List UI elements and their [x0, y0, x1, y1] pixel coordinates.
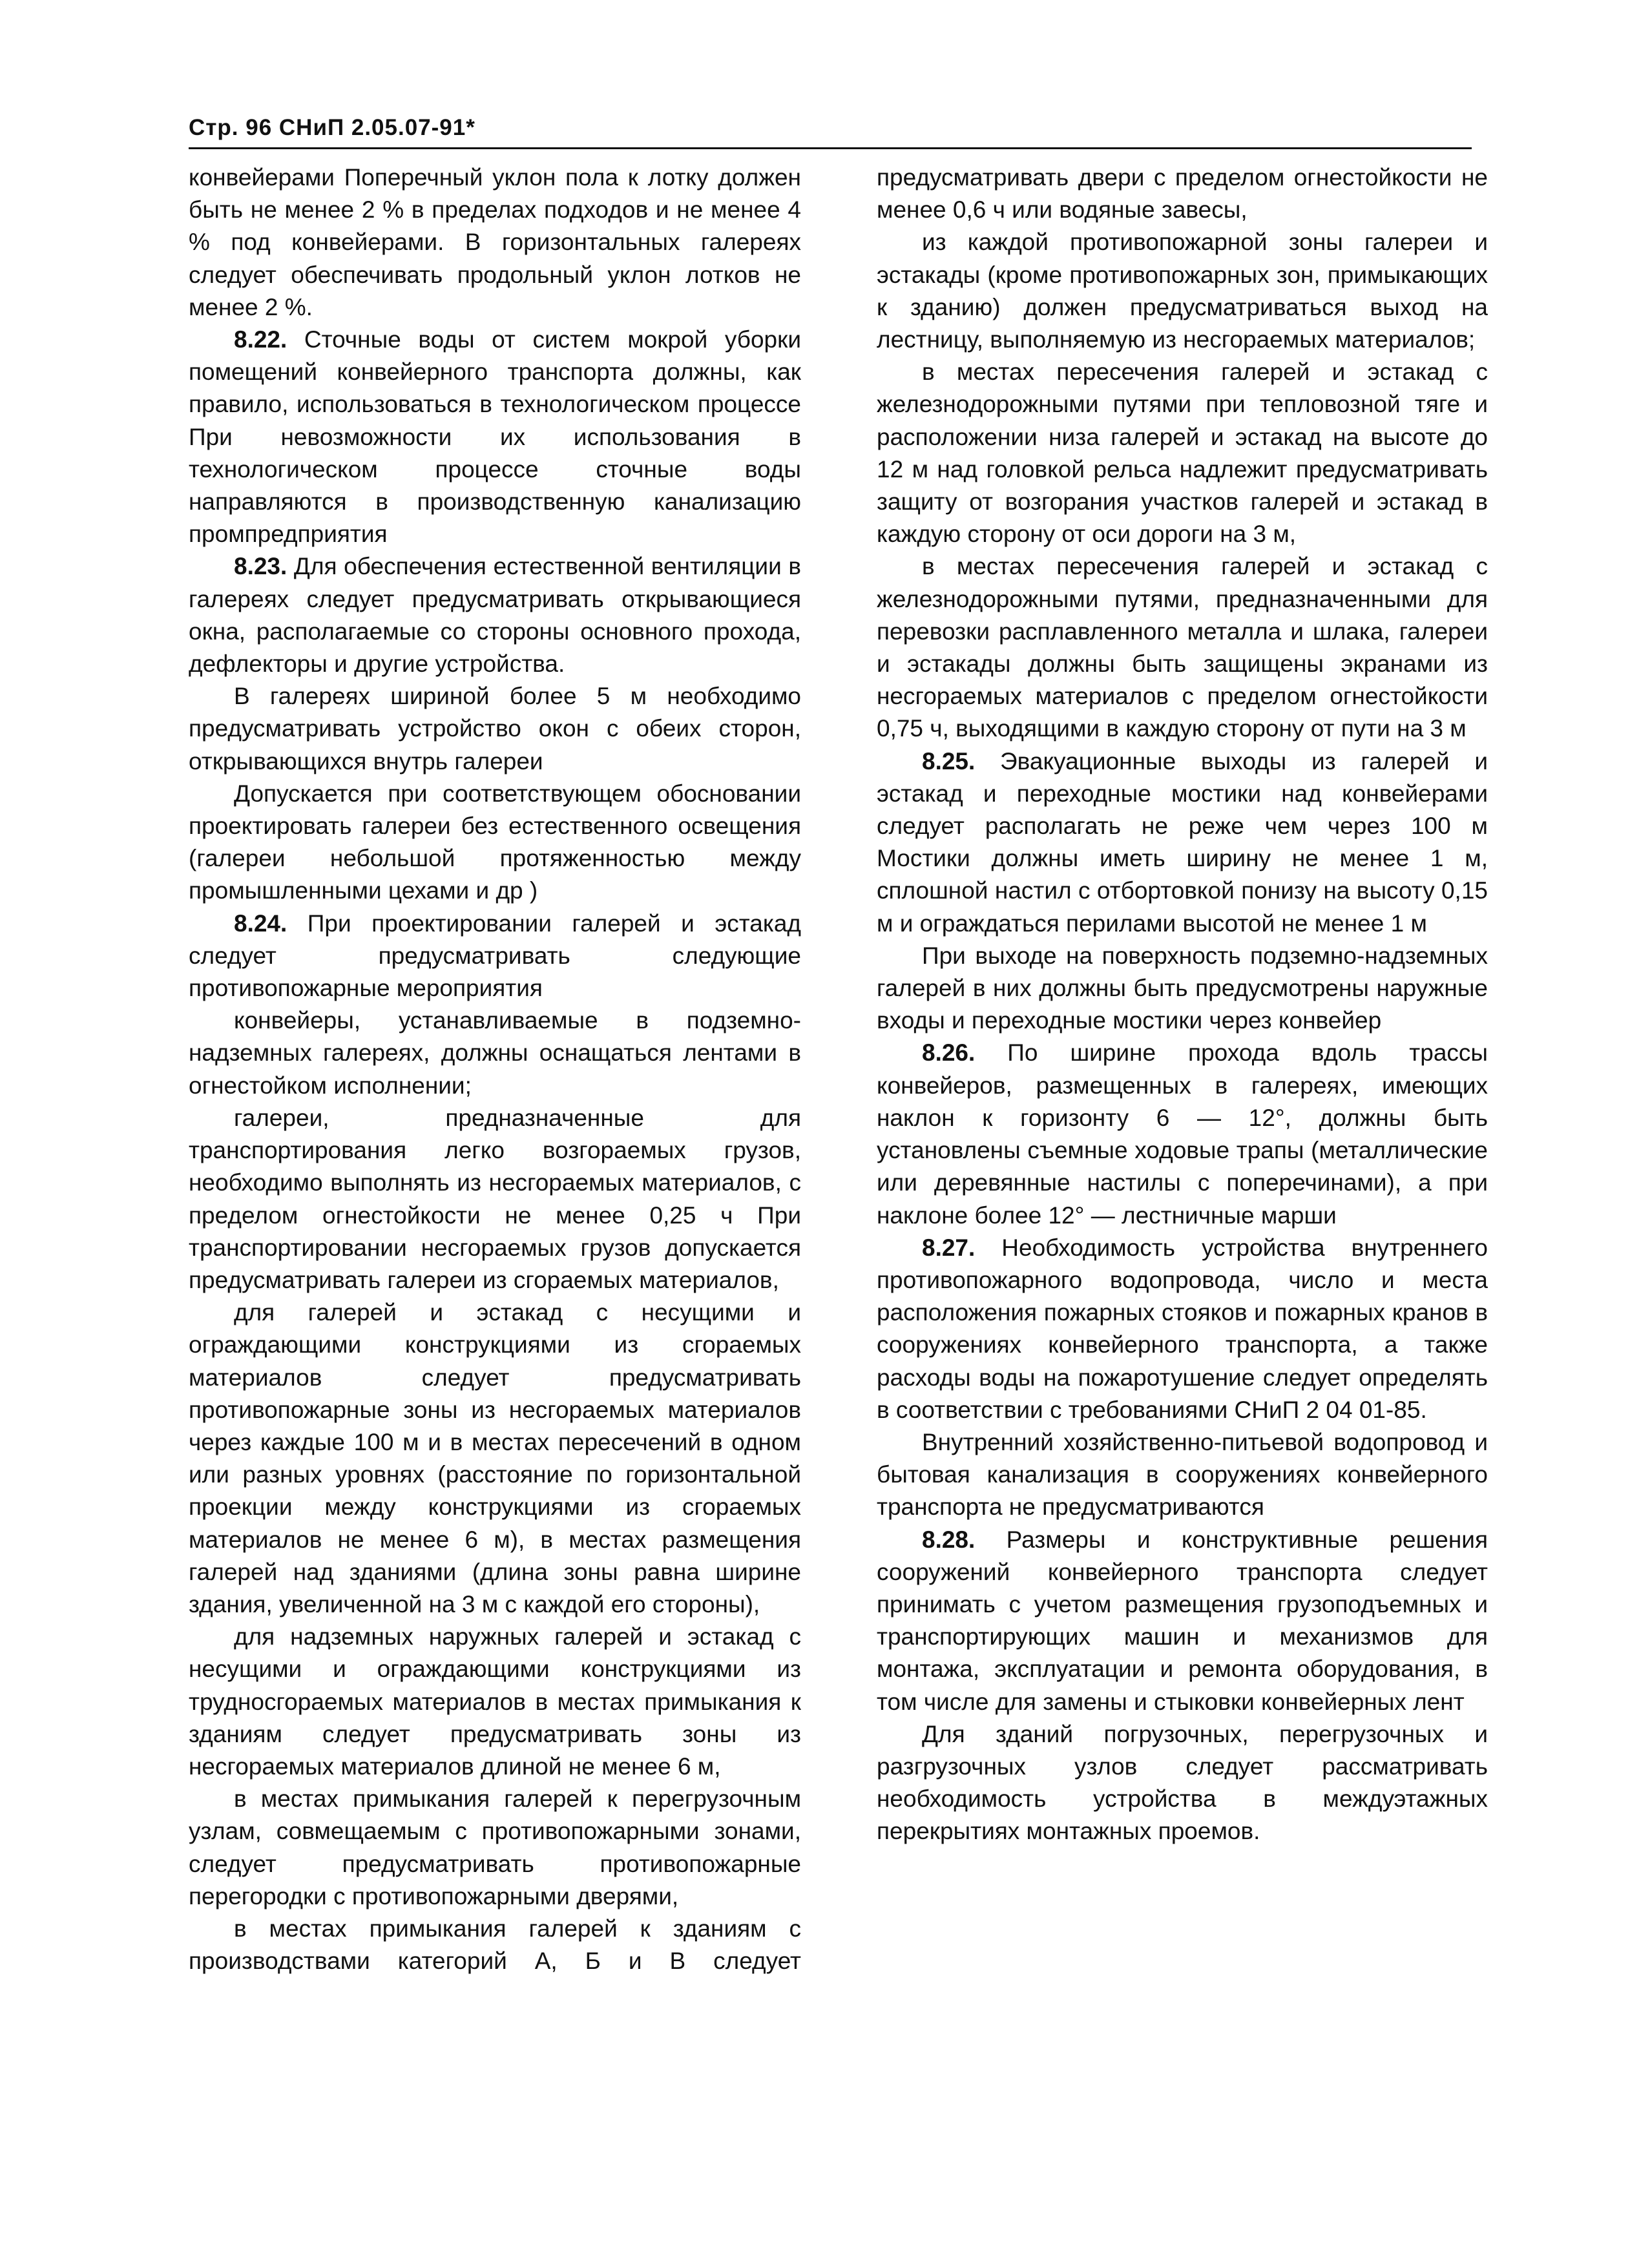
clause-text: Для обеспечения естественной вентиляции в галереях следует предусматривать открывающиеся окна, располагаемые со стороны основного прохода, дефлекторы и другие устройства.: [189, 553, 801, 678]
paragraph-text: в местах примыкания галерей к перегрузочным узлам, совмещаемым с противопожарными зонами, следует предусматривать противопожарные перегородки с противопожарными дверями,: [189, 1785, 801, 1909]
paragraph-text: галереи, предназначенные для транспортирования легко возгораемых грузов, необходимо выполнять из несгораемых материалов, с пределом огнестойкости не менее 0,25 ч При транспортировании несгораемых грузов допускается предусматривать галереи из сгораемых материалов,: [189, 1104, 801, 1293]
clause-text: Сточные воды от систем мокрой уборки помещений конвейерного транспорта должны, как правило, использоваться в технологическом процессе При невозможности их использования в технологическом процессе сточные воды направляются в производственную канализацию промпредприятия: [189, 326, 801, 548]
clause-8-26: [877, 1037, 1488, 1231]
clause-text: При проектировании галерей и эстакад следует предусматривать следующие противопожарные мероприятия: [189, 910, 801, 1002]
list-item: [877, 226, 1488, 356]
clause-number: 8.28.: [922, 1526, 976, 1553]
running-head: Стр. 96 СНиП 2.05.07-91*: [189, 115, 475, 140]
clause-text: По ширине прохода вдоль трассы конвейеров, размещенных в галереях, имеющих наклон к горизонту 6 — 12°, должны быть установлены съемные ходовые трапы (металлические или деревянные настилы с поперечинами), а при наклоне более 12° — лестничные марши: [877, 1039, 1488, 1229]
paragraph: [189, 161, 801, 324]
paragraph-text: Внутренний хозяйственно-питьевой водопровод и бытовая канализация в сооружениях конвейерного транспорта не предусматриваются: [877, 1428, 1488, 1521]
paragraph-text: для надземных наружных галерей и эстакад с несущими и ограждающими конструкциями из трудносгораемых материалов в местах примыкания к зданиям следует предусматривать зоны из несгораемых материалов длиной не менее 6 м,: [189, 1623, 801, 1780]
list-item: [877, 356, 1488, 550]
right-column: [877, 161, 1488, 1848]
list-item: [189, 1783, 801, 1913]
clause-number: 8.27.: [922, 1234, 976, 1261]
paragraph: [877, 161, 1488, 226]
paragraph-text: для галерей и эстакад с несущими и ограждающими конструкциями из сгораемых материалов следует предусматривать противопожарные зоны из несгораемых материалов через каждые 100 м и в местах пересечений в одном или разных уровнях (расстояние по горизонтальной проекции между конструкциями из сгораемых материалов не менее 6 м), в местах размещения галерей над зданиями (длина зоны равна ширине здания, увеличенной на 3 м с каждой его стороны),: [189, 1299, 801, 1618]
left-column: [189, 161, 801, 1977]
clause-text: Эвакуационные выходы из галерей и эстакад и переходные мостики над конвейерами следует располагать не реже чем через 100 м Мостики должны иметь ширину не менее 1 м, сплошной настил с отбортовкой понизу на высоту 0,15 м и ограждаться перилами высотой не менее 1 м: [877, 747, 1488, 937]
clause-text: Размеры и конструктивные решения сооружений конвейерного транспорта следует принимать с учетом размещения грузоподъемных и транспортирующих машин и механизмов для монтажа, эксплуатации и ремонта оборудования, в том числе для замены и стыковки конвейерных лент: [877, 1526, 1488, 1715]
clause-8-24: [189, 908, 801, 1005]
clause-8-23: [189, 550, 801, 680]
clause-text: Необходимость устройства внутреннего противопожарного водопровода, число и места расположения пожарных стояков и пожарных кранов в сооружениях конвейерного транспорта, а также расходы воды на пожаротушение следует определять в соответствии с требованиями СНиП 2 04 01-85.: [877, 1234, 1488, 1423]
clause-8-25: [877, 745, 1488, 940]
paragraph-text: в местах пересечения галерей и эстакад с железнодорожными путями при тепловозной тяге и расположении низа галерей и эстакад на высоте до 12 м над головкой рельса надлежит предусматривать защиту от возгорания участков галерей и эстакад в каждую сторону от оси дороги на 3 м,: [877, 359, 1488, 548]
clause-number: 8.24.: [234, 910, 287, 937]
list-item: [189, 1913, 801, 1977]
paragraph-text: Для зданий погрузочных, перегрузочных и разгрузочных узлов следует рассматривать необходимость устройства в междуэтажных перекрытиях монтажных проемов.: [877, 1720, 1488, 1845]
paragraph-text: Допускается при соответствующем обосновании проектировать галереи без естественного освещения (галереи небольшой протяженностью между промышленными цехами и др ): [189, 780, 801, 904]
list-item: [189, 1102, 801, 1296]
paragraph-text: предусматривать двери с пределом огнестойкости не менее 0,6 ч или водяные завесы,: [877, 164, 1488, 224]
clause-number: 8.25.: [922, 747, 976, 775]
paragraph-text: из каждой противопожарной зоны галереи и эстакады (кроме противопожарных зон, примыкающих к зданию) должен предусматриваться выход на лестницу, выполняемую из несгораемых материалов;: [877, 229, 1488, 353]
paragraph: [877, 1426, 1488, 1524]
clause-number: 8.22.: [234, 326, 287, 353]
list-item: [877, 550, 1488, 745]
paragraph-text: конвейеры, устанавливаемые в подземно-надземных галереях, должны оснащаться лентами в огнестойком исполнении;: [189, 1007, 801, 1099]
paragraph-text: В галереях шириной более 5 м необходимо предусматривать устройство окон с обеих сторон, открывающихся внутрь галереи: [189, 683, 801, 775]
list-item: [189, 1004, 801, 1102]
paragraph: [877, 1718, 1488, 1848]
clause-8-28: [877, 1524, 1488, 1718]
clause-number: 8.23.: [234, 553, 287, 580]
list-item: [189, 1296, 801, 1621]
paragraph-text: конвейерами Поперечный уклон пола к лотку должен быть не менее 2 % в пределах подходов и не менее 4 % под конвейерами. В горизонтальных галереях следует обеспечивать продольный уклон лотков не менее 2 %.: [189, 164, 801, 320]
clause-8-22: [189, 324, 801, 550]
paragraph: [189, 680, 801, 778]
paragraph: [877, 940, 1488, 1037]
paragraph-text: При выходе на поверхность подземно-надземных галерей в них должны быть предусмотрены наружные входы и переходные мостики через конвейер: [877, 942, 1488, 1034]
paragraph-text: в местах пересечения галерей и эстакад с железнодорожными путями, предназначенными для перевозки расплавленного металла и шлака, галереи и эстакады должны быть защищены экранами из несгораемых материалов с пределом огнестойкости 0,75 ч, выходящими в каждую сторону от пути на 3 м: [877, 553, 1488, 742]
paragraph-text: в местах примыкания галерей к зданиям с производствами категорий А, Б и В следует: [189, 1915, 801, 1975]
clause-8-27: [877, 1232, 1488, 1426]
paragraph: [189, 778, 801, 908]
clause-number: 8.26.: [922, 1039, 976, 1066]
header-rule: [189, 147, 1472, 149]
list-item: [189, 1621, 801, 1783]
